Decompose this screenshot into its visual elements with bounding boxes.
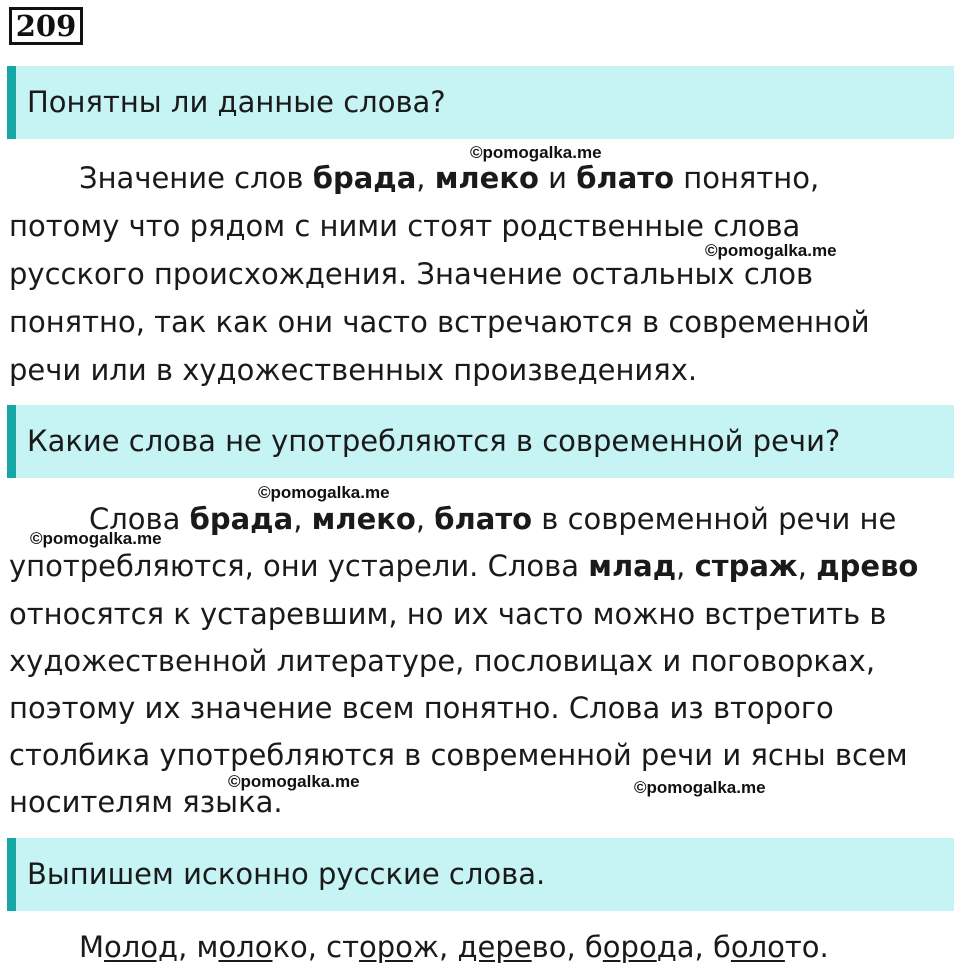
- native-words-list: Молод, молоко, сторож, дерево, борода, болото.: [79, 930, 829, 964]
- answer1-line3: русского происхождения. Значение остальных слов: [9, 257, 814, 291]
- answer1-line4: понятно, так как они часто встречаются в современной: [9, 305, 870, 339]
- watermark: ©pomogalka.me: [30, 529, 162, 548]
- answer1-line1: Значение слов брада, млеко и блато понятно,: [79, 161, 820, 195]
- answer2-line2: употребляются, они устарели. Слова млад, страж, древо: [9, 549, 919, 583]
- answer2-line1: Слова брада, млеко, блато в современной речи не: [89, 502, 897, 536]
- watermark: ©pomogalka.me: [228, 772, 360, 791]
- question-banner-modern-speech: Какие слова не употребляются в современной речи?: [7, 405, 954, 478]
- answer2-line3: относятся к устаревшим, но их часто можно встретить в: [9, 597, 887, 631]
- watermark: ©pomogalka.me: [258, 483, 390, 502]
- watermark: ©pomogalka.me: [634, 778, 766, 797]
- question-banner-native-words: Выпишем исконно русские слова.: [7, 838, 954, 911]
- answer1-line2: потому что рядом с ними стоят родственные слова: [9, 209, 801, 243]
- watermark: ©pomogalka.me: [705, 241, 837, 260]
- answer2-line6: столбика употребляются в современной речи и ясны всем: [9, 738, 908, 772]
- answer2-line4: художественной литературе, пословицах и поговорках,: [9, 644, 876, 678]
- answer1-line5: речи или в художественных произведениях.: [9, 353, 698, 387]
- question-banner-understandable: Понятны ли данные слова?: [7, 66, 954, 139]
- watermark: ©pomogalka.me: [470, 143, 602, 162]
- exercise-number: 209: [9, 7, 83, 45]
- answer2-line7: носителям языка.: [9, 785, 283, 819]
- answer2-line5: поэтому их значение всем понятно. Слова из второго: [9, 691, 834, 725]
